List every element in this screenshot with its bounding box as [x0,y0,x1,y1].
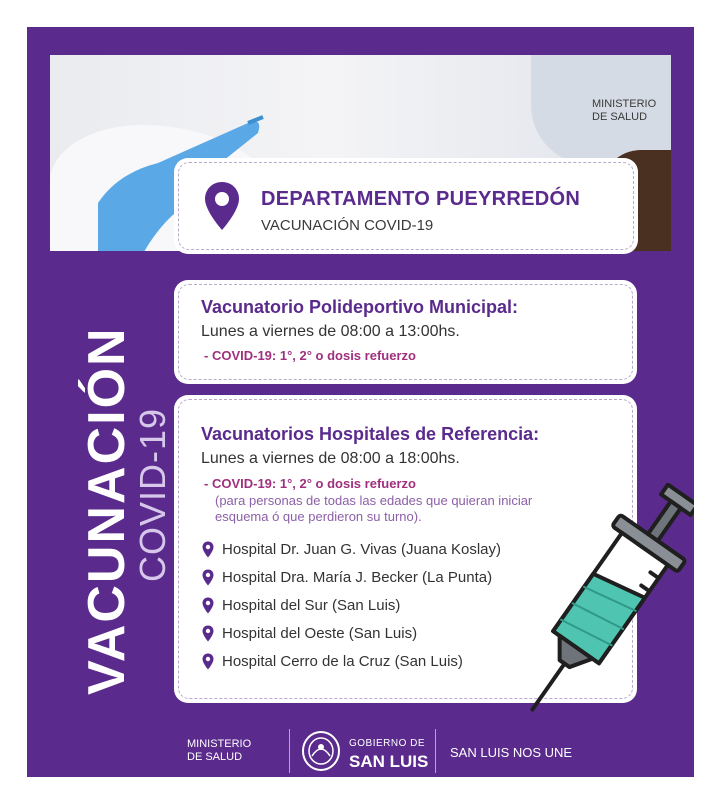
department-title: DEPARTAMENTO PUEYRREDÓN [261,188,581,210]
footer-divider [289,729,290,773]
ministerio-top-logo [592,98,682,124]
hospital-list-item [202,653,463,670]
ministerio-line: DE SALUD [592,111,648,123]
hospitales-note-line: esquema ó que perdieron su turno). [215,509,422,524]
polideportivo-title: Vacunatorio Polideportivo Municipal: [201,297,519,317]
hospital-name: Hospital del Sur (San Luis) [222,597,401,614]
side-title-small: COVID-19 [132,407,173,582]
hospital-name: Hospital Cerro de la Cruz (San Luis) [222,653,463,670]
footer-slogan: SAN LUIS NOS UNE [450,745,573,760]
department-subtitle: VACUNACIÓN COVID-19 [261,217,434,234]
gobierno-top: GOBIERNO DE [349,738,426,749]
polideportivo-card [174,280,637,384]
side-title [77,326,173,695]
location-pin-icon [202,653,214,670]
hospital-list-item [202,541,501,558]
location-pin-icon [202,569,214,586]
hospitales-covid: - COVID-19: 1°, 2° o dosis refuerzo [204,476,416,491]
hospitales-title: Vacunatorios Hospitales de Referencia: [201,424,540,444]
hospital-name: Hospital Dra. María J. Becker (La Punta) [222,569,493,586]
poster [27,27,694,777]
location-pin-icon [203,180,241,232]
footer-ministerio-line: MINISTERIO [187,738,252,750]
footer-divider [435,729,436,773]
location-pin-icon [202,541,214,558]
department-card [174,158,638,254]
gobierno-bottom: SAN LUIS [349,752,429,771]
hospital-list-item [202,625,417,642]
ministerio-line: MINISTERIO [592,98,657,110]
polideportivo-schedule: Lunes a viernes de 08:00 a 13:00hs. [201,323,460,340]
footer-ministerio [187,738,251,764]
san-luis-seal-icon [300,730,342,772]
syringe-icon [517,483,694,723]
footer-ministerio-line: DE SALUD [187,751,243,763]
hospital-list-item [202,569,492,586]
hospitales-schedule: Lunes a viernes de 08:00 a 18:00hs. [201,450,460,467]
polideportivo-covid: - COVID-19: 1°, 2° o dosis refuerzo [204,348,416,363]
side-title-big: VACUNACIÓN [78,326,136,695]
location-pin-icon [202,597,214,614]
location-pin-icon [202,625,214,642]
hospital-name: Hospital Dr. Juan G. Vivas (Juana Koslay) [222,541,502,558]
hospital-name: Hospital del Oeste (San Luis) [222,625,418,642]
hospital-list-item [202,597,400,614]
hospitales-note-line: (para personas de todas las edades que quieran iniciar [215,493,533,508]
